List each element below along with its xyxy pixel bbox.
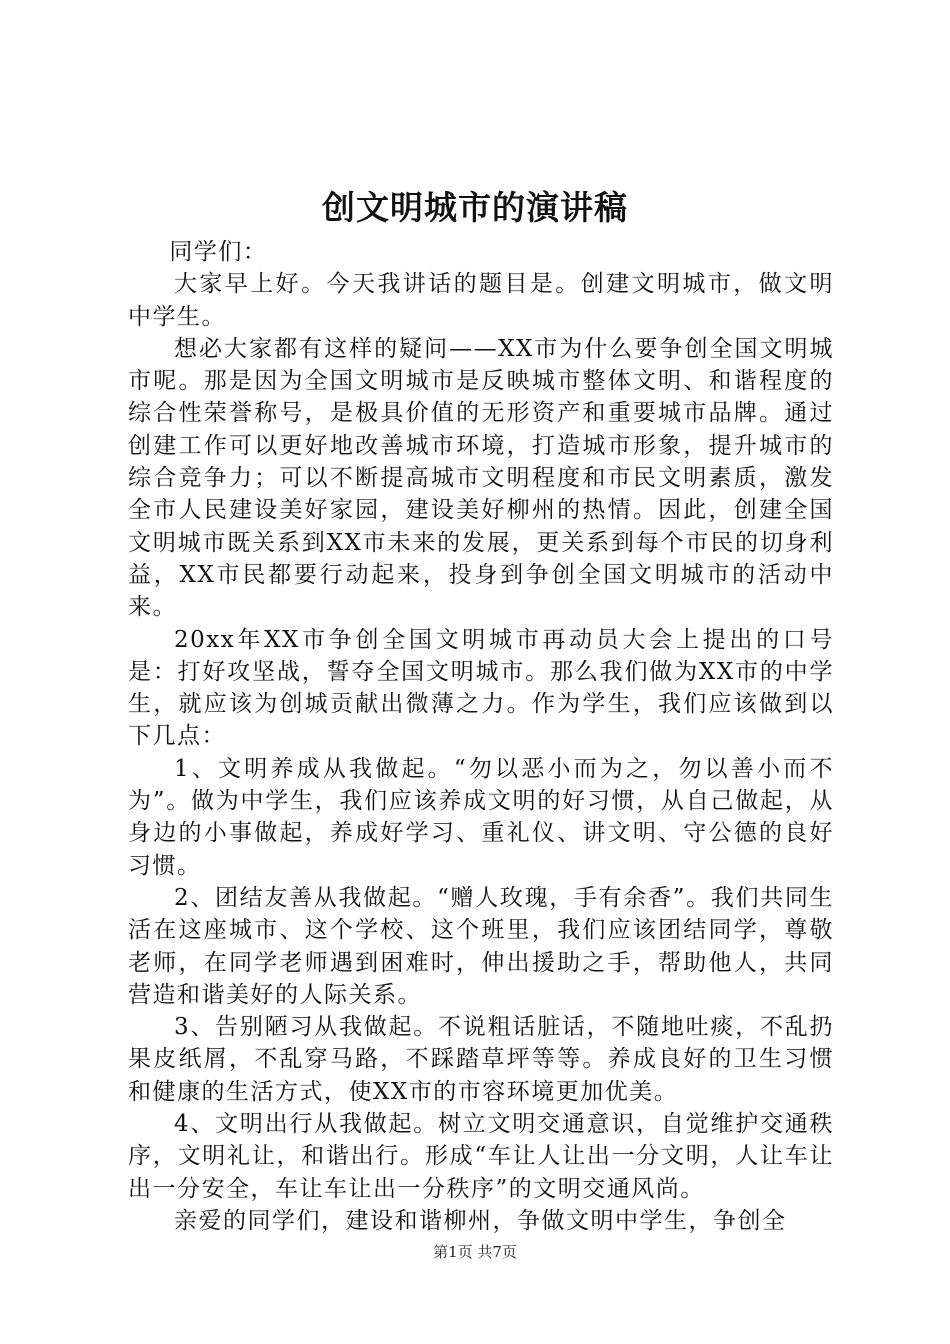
list-item-paragraph: 4、文明出行从我做起。树立文明交通意识，自觉维护交通秩序，文明礼让，和谐出行。形成“车让人让出一分文明，人让车让出一分安全，车让车让出一分秩序”的文明交通风尚。: [128, 1111, 834, 1202]
body-paragraph: 20xx年XX市争创全国文明城市再动员大会上提出的口号是：打好攻坚战，誓夺全国文明城市。那么我们做为XX市的中学生，就应该为创城贡献出微薄之力。作为学生，我们应该做到以下几点：: [128, 626, 834, 750]
list-item-paragraph: 1、文明养成从我做起。“勿以恶小而为之，勿以善小而不为”。做为中学生，我们应该养成文明的好习惯，从自己做起，从身边的小事做起，养成好学习、重礼仪、讲文明、守公德的良好习惯。: [128, 755, 834, 879]
document-body: [128, 236, 834, 1237]
body-paragraph: 想必大家都有这样的疑问——XX市为什么要争创全国文明城市呢。那是因为全国文明城市是反映城市整体文明、和谐程度的综合性荣誉称号，是极具价值的无形资产和重要城市品牌。通过创建工作可以更好地改善城市环境，打造城市形象，提升城市的综合竞争力；可以不断提高城市文明程度和市民文明素质，激发全市人民建设美好家园，建设美好柳州的热情。因此，创建全国文明城市既关系到XX市未来的发展，更关系到每个市民的切身利益，XX市民都要行动起来，投身到争创全国文明城市的活动中来。: [128, 335, 834, 621]
body-paragraph: 亲爱的同学们，建设和谐柳州，争做文明中学生，争创全: [174, 1207, 787, 1234]
greeting-paragraph: 同学们：: [169, 239, 268, 265]
body-paragraph: 大家早上好。今天我讲话的题目是。创建文明城市，做文明中学生。: [128, 271, 834, 330]
list-item-paragraph: 2、团结友善从我做起。“赠人玫瑰，手有余香”。我们共同生活在这座城市、这个学校、这个班里，我们应该团结同学，尊敬老师，在同学老师遇到困难时，伸出援助之手，帮助他人，共同营造和谐美好的人际关系。: [128, 884, 834, 1008]
page-footer: 第1页 共7页: [433, 1243, 517, 1261]
document-title: 创文明城市的演讲稿: [322, 188, 628, 227]
list-item-paragraph: 3、告别陋习从我做起。不说粗话脏话，不随地吐痰，不乱扔果皮纸屑，不乱穿马路，不踩踏草坪等等。养成良好的卫生习惯和健康的生活方式，使XX市的市容环境更加优美。: [128, 1014, 834, 1105]
